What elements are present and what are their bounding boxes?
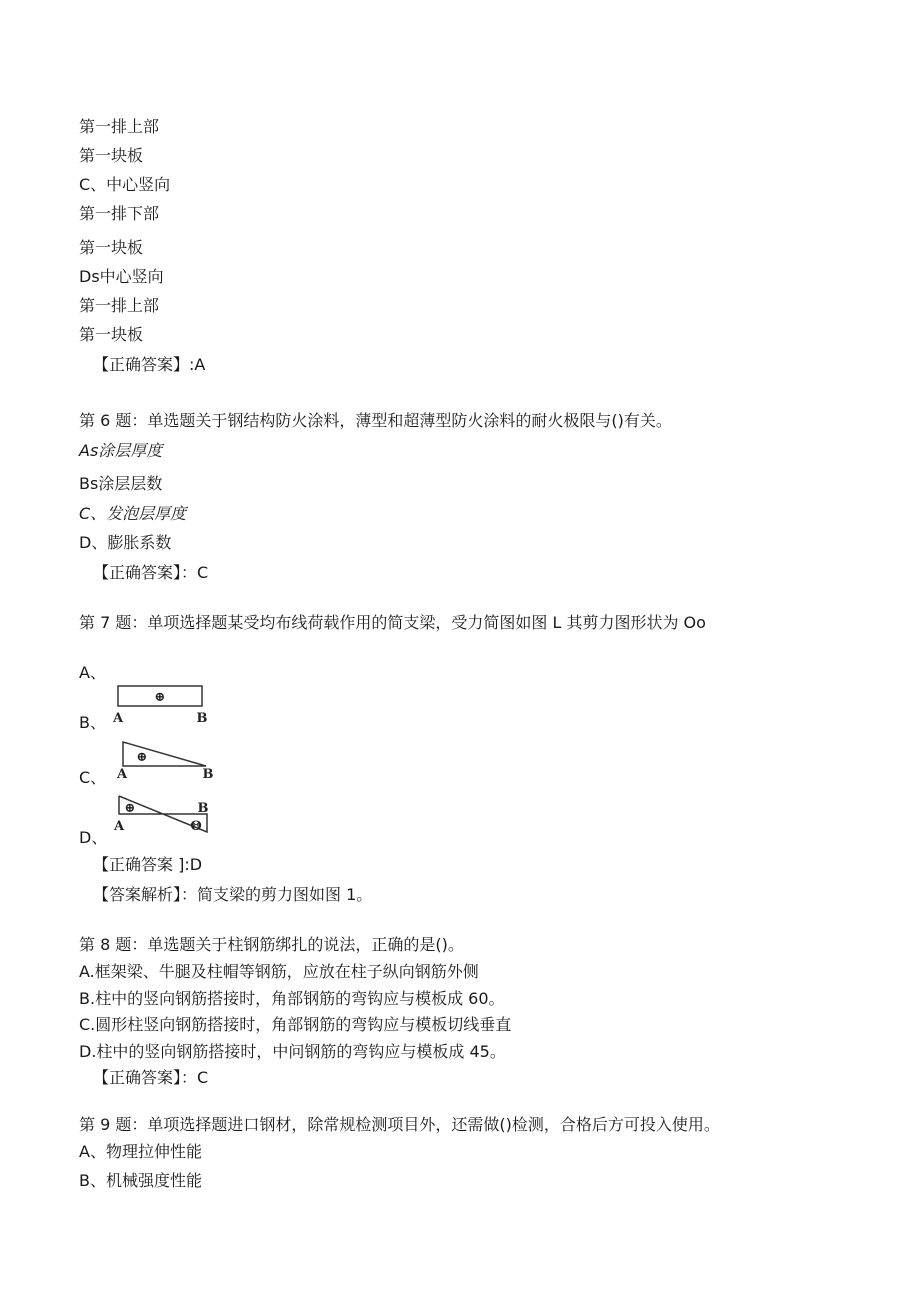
text-line: 第一排下部 xyxy=(79,204,160,223)
option-a: A.框架梁、牛腿及柱帽等钢筋，应放在柱子纵向钢筋外侧 xyxy=(79,962,479,981)
text-line: 第一块板 xyxy=(79,238,144,257)
option-d: D.柱中的竖向钢筋搭接时，中问钢筋的弯钩应与模板成 45。 xyxy=(79,1042,506,1061)
shear-diagram-antisymmetric xyxy=(108,792,218,844)
text-line: 第一块板 xyxy=(79,325,144,344)
correct-answer: 【正确答案】：C xyxy=(93,1068,209,1087)
shear-diagram-rectangle xyxy=(108,682,218,726)
question-6: 第 6 题：单选题关于钢结构防火涂料，薄型和超薄型防火涂料的耐火极限与()有关。 xyxy=(79,411,672,430)
correct-answer: 【正确答案】:A xyxy=(93,355,206,374)
shear-diagram-triangle xyxy=(108,738,218,782)
option-d: D、膨胀系数 xyxy=(79,533,172,552)
option-b: B、机械强度性能 xyxy=(79,1171,202,1190)
support-label-b: B xyxy=(202,767,214,782)
option-a: As涂层厚度 xyxy=(79,441,163,460)
correct-answer: 【正确答案 ]:D xyxy=(93,855,203,874)
option-b: B.柱中的竖向钢筋搭接时，角部钢筋的弯钩应与模板成 60。 xyxy=(79,989,505,1008)
positive-sign: ⊕ xyxy=(124,801,136,816)
option-a: A、物理拉伸性能 xyxy=(79,1142,202,1161)
text-line: 第一排上部 xyxy=(79,296,160,315)
text-line: 第一块板 xyxy=(79,146,144,165)
question-9: 第 9 题：单项选择题进口钢材，除常规检测项目外，还需做()检测，合格后方可投入使用。 xyxy=(79,1115,720,1134)
text-line: 第一排上部 xyxy=(79,117,160,136)
diagram-shape xyxy=(123,742,206,766)
correct-answer: 【正确答案】：C xyxy=(93,563,209,582)
question-8: 第 8 题：单选题关于柱钢筋绑扎的说法，正确的是()。 xyxy=(79,935,464,954)
support-label-a: A xyxy=(116,767,128,782)
option-c: C.圆形柱竖向钢筋搭接时，角部钢筋的弯钩应与模板切线垂直 xyxy=(79,1015,512,1034)
option-a: A、 xyxy=(79,663,106,682)
option-b: B、 xyxy=(79,713,106,732)
negative-sign: Θ xyxy=(190,819,202,834)
option-c: C、 xyxy=(79,768,107,787)
positive-sign: ⊕ xyxy=(154,690,166,705)
option-d: D、 xyxy=(79,828,108,847)
positive-sign: ⊕ xyxy=(136,750,148,765)
support-label-b: B xyxy=(197,801,209,816)
option-c: C、发泡层厚度 xyxy=(79,504,187,523)
support-label-b: B xyxy=(196,711,208,726)
text-line: Ds中心竖向 xyxy=(79,267,164,286)
support-label-a: A xyxy=(113,819,125,834)
support-label-a: A xyxy=(112,711,124,726)
text-line: C、中心竖向 xyxy=(79,175,171,194)
answer-explanation: 【答案解析】：简支梁的剪力图如图 1。 xyxy=(93,885,373,904)
option-b: Bs涂层层数 xyxy=(79,474,163,493)
question-7: 第 7 题：单项选择题某受均布线荷载作用的简支梁，受力简图如图 L 其剪力图形状为 Oo xyxy=(79,613,706,632)
